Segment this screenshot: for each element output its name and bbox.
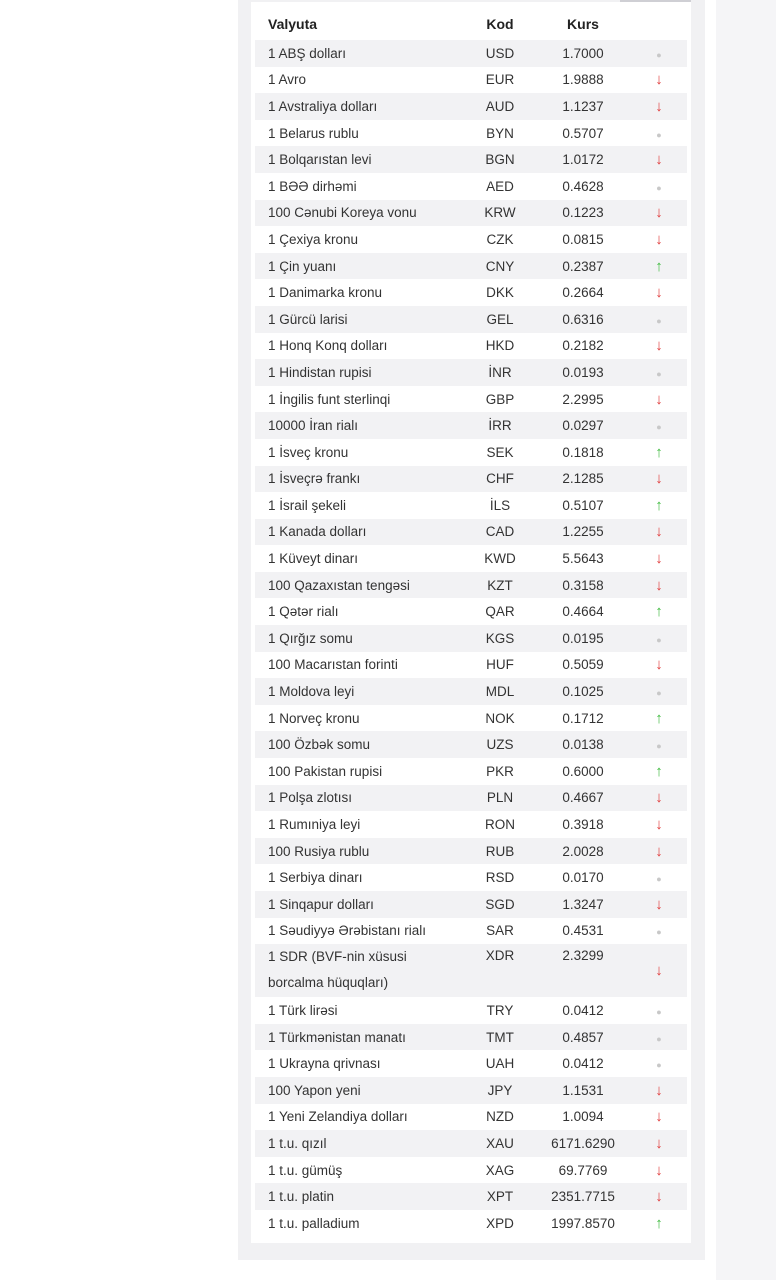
arrow-down-icon: ↓ [655,71,663,89]
currency-code: RUB [485,843,515,859]
currency-code: DKK [486,285,514,301]
currency-code: BYN [486,125,514,141]
trend-cell [631,997,687,1024]
exchange-rate: 0.3158 [562,577,604,593]
currency-name: 1 Honq Konq dolları [268,338,388,354]
table-row [255,1130,687,1157]
table-row [255,519,687,546]
currency-name: 1 Türk lirəsi [268,1002,338,1018]
currency-name: 1 Rumıniya leyi [268,817,361,833]
exchange-rate: 1.9888 [562,72,604,88]
table-row [255,1157,687,1184]
header-rate: Kurs [567,16,599,32]
table-row [255,891,687,918]
currency-name: 1 Küveyt dinarı [268,551,359,567]
currency-name: 100 Yapon yeni [268,1082,361,1098]
arrow-up-icon: ↑ [655,257,663,275]
currency-name: 1 Ukrayna qrivnası [268,1056,381,1072]
table-row [255,918,687,945]
trend-cell [631,625,687,652]
dot-icon: ● [656,874,662,885]
trend-cell [631,838,687,865]
currency-code: PLN [486,790,514,806]
currency-name: 1 Türkmənistan manatı [268,1029,406,1045]
table-row [255,1024,687,1051]
trend-cell [631,412,687,439]
arrow-down-icon: ↓ [655,470,663,488]
arrow-down-icon: ↓ [655,1134,663,1152]
table-row [255,146,687,173]
currency-name: 1 İngilis funt sterlinqi [268,391,391,407]
table-row [255,253,687,280]
dot-icon: ● [656,634,662,645]
currency-code: BGN [485,152,515,168]
trend-cell [631,1077,687,1104]
trend-cell [631,652,687,679]
exchange-rate: 2.3299 [562,948,604,964]
currency-code: UZS [486,737,514,753]
exchange-rate: 0.6000 [562,763,604,779]
trend-cell [631,279,687,306]
currency-name: 1 t.u. palladium [268,1215,360,1231]
exchange-rate: 69.7769 [558,1162,608,1178]
exchange-rate: 1.0094 [562,1109,604,1125]
table-header-row [255,8,687,40]
arrow-down-icon: ↓ [655,523,663,541]
currency-code: CZK [486,231,514,247]
arrow-up-icon: ↑ [655,1214,663,1232]
dot-icon: ● [656,688,662,699]
trend-cell [631,678,687,705]
trend-cell [631,386,687,413]
currency-name: 1 ABŞ dolları [268,45,347,61]
currency-name: 1 Danimarka kronu [268,285,383,301]
table-row [255,758,687,785]
arrow-down-icon: ↓ [655,656,663,674]
dot-icon: ● [656,315,662,326]
trend-cell [631,173,687,200]
trend-cell [631,67,687,94]
table-row [255,439,687,466]
exchange-rate: 0.5707 [562,125,604,141]
currency-name: 1 Norveç kronu [268,710,360,726]
dot-icon: ● [656,1006,662,1017]
trend-cell [631,1157,687,1184]
trend-cell [631,492,687,519]
exchange-rate: 0.1818 [562,444,604,460]
currency-code: KWD [484,551,516,567]
trend-cell [631,93,687,120]
currency-code: XPD [486,1215,514,1231]
exchange-rate: 6171.6290 [551,1135,615,1151]
exchange-rate: 0.0412 [562,1002,604,1018]
currency-code: XAU [486,1135,514,1151]
arrow-down-icon: ↓ [655,151,663,169]
header-code: Kod [486,16,514,32]
currency-name: 1 İsrail şekeli [268,497,347,513]
currency-name: 1 BƏƏ dirhəmi [268,178,357,194]
trend-cell [631,439,687,466]
trend-cell [631,253,687,280]
currency-code: PKR [486,763,514,779]
trend-cell [631,519,687,546]
header-trend [631,8,687,40]
currency-name: 1 Serbiya dinarı [268,870,363,886]
currency-code: İRR [488,418,512,434]
exchange-rate: 0.0193 [562,364,604,380]
arrow-down-icon: ↓ [655,390,663,408]
currency-code: CAD [485,524,515,540]
trend-cell [631,1183,687,1210]
dot-icon: ● [656,1060,662,1071]
exchange-rate: 0.1223 [562,205,604,221]
exchange-rate: 0.0138 [562,737,604,753]
exchange-rate: 1.1237 [562,98,604,114]
currency-code: JPY [487,1082,513,1098]
exchange-rate: 0.1025 [562,684,604,700]
trend-cell [631,811,687,838]
table-row [255,1077,687,1104]
exchange-rate: 0.0170 [562,870,604,886]
trend-cell [631,1130,687,1157]
trend-cell [631,731,687,758]
currency-name: 1 t.u. platin [268,1189,335,1205]
trend-cell [631,1050,687,1077]
trend-cell [631,200,687,227]
currency-name: 1 Polşa zlotısı [268,790,353,806]
table-row [255,200,687,227]
trend-cell [631,359,687,386]
currency-code: HKD [485,338,515,354]
exchange-rate: 0.4667 [562,790,604,806]
arrow-up-icon: ↑ [655,443,663,461]
table-row [255,67,687,94]
table-row [255,466,687,493]
currency-name: 1 Belarus rublu [268,125,359,141]
exchange-rate: 0.2182 [562,338,604,354]
dot-icon: ● [656,1033,662,1044]
currency-code: XPT [486,1189,514,1205]
arrow-down-icon: ↓ [655,1188,663,1206]
table-row [255,359,687,386]
currency-code: CHF [486,471,514,487]
exchange-rate: 1.3247 [562,896,604,912]
currency-code: QAR [485,604,515,620]
table-row [255,678,687,705]
exchange-rate: 0.1712 [562,710,604,726]
trend-cell [631,785,687,812]
currency-name: 1 SDR (BVF-nin xüsusi borcalma hüquqları) [268,949,407,991]
currency-code: XAG [485,1162,515,1178]
table-row [255,864,687,891]
currency-code: TMT [486,1029,514,1045]
exchange-rate: 0.0297 [562,418,604,434]
dot-icon: ● [656,741,662,752]
table-row [255,785,687,812]
exchange-rate: 0.2387 [562,258,604,274]
currency-code: MDL [485,684,515,700]
arrow-down-icon: ↓ [655,550,663,568]
exchange-rate: 2.1285 [562,471,604,487]
currency-name: 1 Moldova leyi [268,684,355,700]
arrow-down-icon: ↓ [655,1161,663,1179]
arrow-down-icon: ↓ [655,97,663,115]
arrow-up-icon: ↑ [655,762,663,780]
currency-code: İNR [488,364,512,380]
exchange-rates-table [255,8,687,1237]
currency-name: 1 İsveçrə frankı [268,471,361,487]
currency-name: 1 İsveç kronu [268,444,349,460]
dot-icon: ● [656,368,662,379]
currency-name: 1 Səudiyyə Ərəbistanı rialı [268,923,426,939]
table-row [255,944,687,997]
arrow-down-icon: ↓ [655,204,663,222]
table-row [255,811,687,838]
currency-code: RON [485,817,515,833]
arrow-up-icon: ↑ [655,709,663,727]
currency-name: 100 Pakistan rupisi [268,763,383,779]
exchange-rate: 0.2664 [562,285,604,301]
currency-name: 1 Hindistan rupisi [268,364,372,380]
trend-cell [631,705,687,732]
currency-name: 100 Macarıstan forinti [268,657,398,673]
currency-code: HUF [486,657,514,673]
currency-code: GBP [485,391,515,407]
exchange-rate: 2.2995 [562,391,604,407]
trend-cell [631,40,687,67]
exchange-rate: 0.4531 [562,923,604,939]
currency-name: 1 t.u. gümüş [268,1162,343,1178]
currency-name: 1 t.u. qızıl [268,1135,327,1151]
table-row [255,120,687,147]
exchange-rate: 0.0815 [562,231,604,247]
table-row [255,545,687,572]
trend-cell [631,758,687,785]
exchange-rate: 0.4857 [562,1029,604,1045]
currency-name: 100 Özbək somu [268,737,371,753]
top-divider [620,0,691,2]
currency-code: CNY [485,258,515,274]
currency-code: SEK [486,444,514,460]
table-row [255,731,687,758]
exchange-rate: 1.0172 [562,152,604,168]
currency-name: 1 Bolqarıstan levi [268,152,372,168]
table-row [255,1210,687,1237]
currency-name: 1 Kanada dolları [268,524,367,540]
trend-cell [631,333,687,360]
table-row [255,997,687,1024]
exchange-rate: 0.0412 [562,1056,604,1072]
header-currency: Valyuta [268,16,318,32]
arrow-down-icon: ↓ [655,816,663,834]
exchange-rate: 2351.7715 [551,1189,615,1205]
trend-cell [631,306,687,333]
exchange-rate: 1.2255 [562,524,604,540]
table-row [255,40,687,67]
currency-code: NOK [485,710,515,726]
table-row [255,625,687,652]
table-row [255,705,687,732]
currency-name: 1 Avro [268,72,307,88]
table-row [255,412,687,439]
dot-icon: ● [656,182,662,193]
arrow-down-icon: ↓ [655,962,663,980]
arrow-down-icon: ↓ [655,842,663,860]
trend-cell [631,1210,687,1237]
currency-name: 1 Gürcü larisi [268,311,348,327]
table-row [255,492,687,519]
exchange-rate: 0.3918 [562,817,604,833]
table-row [255,279,687,306]
exchange-rate: 0.6316 [562,311,604,327]
table-row [255,1104,687,1131]
currency-code: RSD [485,870,515,886]
currency-name: 1 Avstraliya dolları [268,98,378,114]
table-row [255,652,687,679]
exchange-rate: 1.7000 [562,45,604,61]
arrow-up-icon: ↑ [655,496,663,514]
currency-code: KZT [487,577,513,593]
trend-cell [631,1024,687,1051]
currency-name: 1 Yeni Zelandiya dolları [268,1109,408,1125]
currency-code: AUD [485,98,515,114]
trend-cell [631,864,687,891]
trend-cell [631,226,687,253]
currency-code: EUR [485,72,515,88]
trend-cell [631,545,687,572]
currency-name: 100 Qazaxıstan tengəsi [268,577,410,593]
table-row [255,306,687,333]
trend-cell [631,146,687,173]
arrow-down-icon: ↓ [655,230,663,248]
dot-icon: ● [656,422,662,433]
table-row [255,173,687,200]
table-row [255,838,687,865]
currency-code: SAR [486,923,514,939]
arrow-down-icon: ↓ [655,284,663,302]
dot-icon: ● [656,129,662,140]
exchange-rate: 1997.8570 [551,1215,615,1231]
currency-code: UAH [485,1056,515,1072]
currency-name: 100 Rusiya rublu [268,843,370,859]
arrow-up-icon: ↑ [655,603,663,621]
exchange-rate: 2.0028 [562,843,604,859]
table-row [255,572,687,599]
table-row [255,1050,687,1077]
table-row [255,598,687,625]
trend-cell [631,572,687,599]
dot-icon: ● [656,49,662,60]
currency-code: GEL [486,311,514,327]
exchange-rate: 0.4628 [562,178,604,194]
arrow-down-icon: ↓ [655,576,663,594]
currency-code: TRY [486,1002,514,1018]
trend-cell [631,120,687,147]
exchange-rate: 0.5107 [562,497,604,513]
currency-code: KRW [484,205,516,221]
currency-name: 1 Sinqapur dolları [268,896,374,912]
trend-cell [631,918,687,945]
arrow-down-icon: ↓ [655,895,663,913]
currency-code: USD [485,45,515,61]
currency-code: XDR [485,948,515,964]
exchange-rate: 5.5643 [562,551,604,567]
currency-code: İLS [489,497,511,513]
currency-code: KGS [485,630,515,646]
table-row [255,226,687,253]
currency-name: 1 Qətər rialı [268,604,339,620]
right-margin-strip [716,0,776,1280]
dot-icon: ● [656,927,662,938]
currency-name: 10000 İran rialı [268,418,359,434]
currency-code: AED [486,178,514,194]
currency-name: 1 Qırğız somu [268,630,353,646]
arrow-down-icon: ↓ [655,337,663,355]
table-row [255,333,687,360]
currency-name: 100 Cənubi Koreya vonu [268,205,417,221]
currency-code: SGD [485,896,515,912]
trend-cell [631,944,687,997]
arrow-down-icon: ↓ [655,1081,663,1099]
trend-cell [631,1104,687,1131]
table-row [255,93,687,120]
currency-code: NZD [486,1109,514,1125]
exchange-rate: 0.5059 [562,657,604,673]
exchange-rate: 0.4664 [562,604,604,620]
arrow-down-icon: ↓ [655,789,663,807]
table-row [255,1183,687,1210]
exchange-rate: 1.1531 [562,1082,604,1098]
currency-name: 1 Çin yuanı [268,258,337,274]
exchange-rate: 0.0195 [562,630,604,646]
arrow-down-icon: ↓ [655,1108,663,1126]
trend-cell [631,598,687,625]
trend-cell [631,891,687,918]
table-row [255,386,687,413]
trend-cell [631,466,687,493]
currency-name: 1 Çexiya kronu [268,231,359,247]
